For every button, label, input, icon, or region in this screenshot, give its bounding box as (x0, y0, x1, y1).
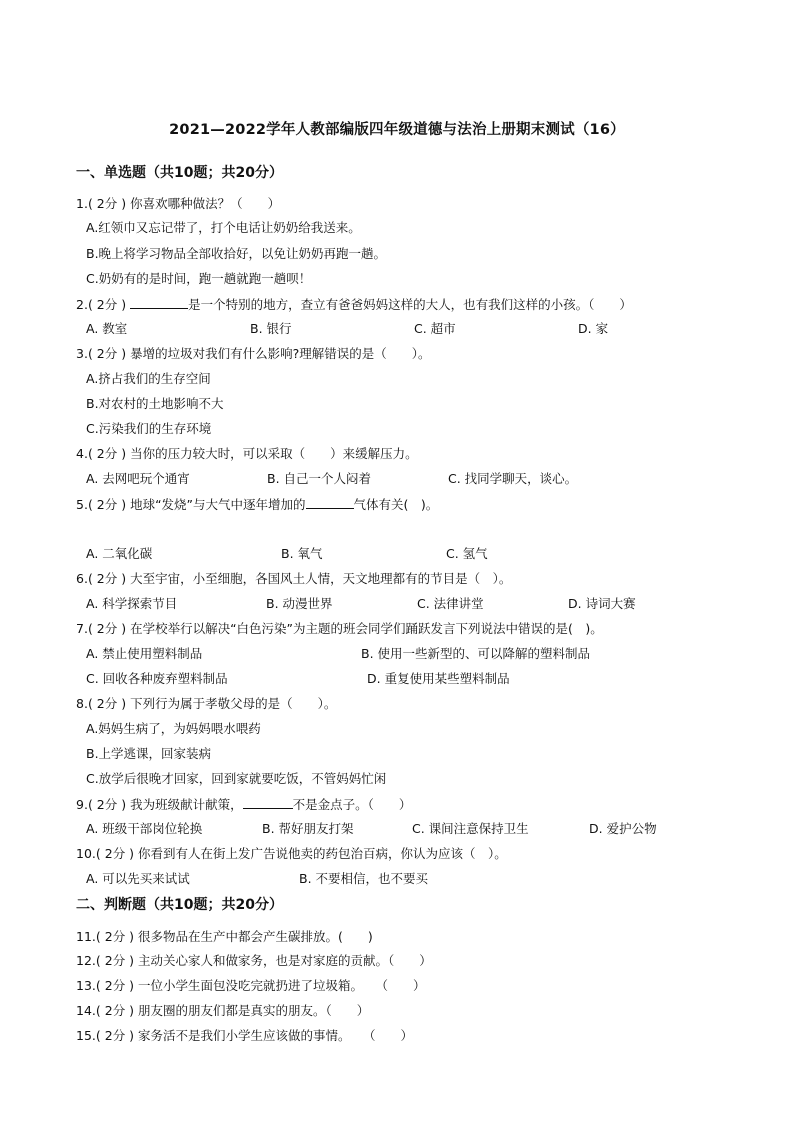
question-text: 在学校举行以解决“白色污染”为主题的班会同学们踊跃发言下列说法中错误的是( )。 (130, 621, 603, 636)
question-text: 下列行为属于孝敬父母的是（ ）。 (130, 696, 337, 711)
option: C. 超市 (414, 321, 456, 336)
question-1 (76, 196, 280, 212)
question-score: ( 2分 ) (87, 497, 127, 512)
question-text: 当你的压力较大时，可以采取（ ）来缓解压力。 (130, 446, 418, 461)
option: C. 法律讲堂 (417, 596, 484, 611)
question-number: 9. (76, 797, 88, 812)
section-heading-single-choice: 一、单选题（共10题；共20分） (76, 165, 283, 181)
question-score: ( 2分 ) (87, 297, 127, 312)
option: C. 氢气 (446, 546, 488, 561)
question-score: ( 2分 ) (87, 346, 127, 361)
question-number: 13. (76, 978, 96, 993)
question-score: ( 2分 ) (87, 621, 127, 636)
option: C.放学后很晚才回家，回到家就要吃饭，不管妈妈忙闲 (86, 771, 387, 786)
option: C. 课间注意保持卫生 (412, 821, 529, 836)
question-number: 4. (76, 446, 88, 461)
question-score: ( 2分 ) (95, 846, 135, 861)
question-text: 不是金点子。（ ） (292, 797, 412, 812)
question-text: 我为班级献计献策， (130, 797, 243, 812)
question-number: 3. (76, 346, 88, 361)
question-score: ( 2分 ) (95, 929, 135, 944)
question-14 (76, 1003, 369, 1019)
question-score: ( 2分 ) (87, 696, 127, 711)
question-text: 是一个特别的地方，查立有爸爸妈妈这样的大人，也有我们这样的小孩。（ ） (188, 297, 632, 312)
question-score: ( 2分 ) (95, 1028, 135, 1043)
question-score: ( 2分 ) (87, 797, 127, 812)
question-text: 朋友圈的朋友们都是真实的朋友。（ ） (138, 1003, 370, 1018)
option: C.奶奶有的是时间，跑一趟就跑一趟呗！ (86, 271, 312, 286)
question-text: 地球“发烧”与大气中逐年增加的 (130, 497, 306, 512)
option: B. 帮好朋友打架 (262, 821, 354, 836)
question-number: 11. (76, 929, 96, 944)
question-number: 10. (76, 846, 96, 861)
question-3 (76, 346, 430, 362)
page-title: 2021—2022学年人教部编版四年级道德与法治上册期末测试（16） (169, 122, 625, 138)
option: C.污染我们的生存环境 (86, 421, 212, 436)
option: B. 氧气 (281, 546, 323, 561)
question-text: 气体有关( )。 (353, 497, 439, 512)
question-13 (76, 978, 426, 994)
option: D. 爱护公物 (589, 821, 657, 836)
question-9 (76, 796, 411, 813)
option: A. 科学探索节目 (86, 596, 178, 611)
option: D. 重复使用某些塑料制品 (367, 671, 510, 686)
question-text: 大至宇宙，小至细胞，各国风土人情，天文地理都有的节目是（ ）。 (130, 571, 512, 586)
question-score: ( 2分 ) (87, 196, 127, 211)
question-2 (76, 296, 632, 313)
question-number: 5. (76, 497, 88, 512)
option: B. 动漫世界 (266, 596, 333, 611)
question-text: 暴增的垃圾对我们有什么影响?理解错误的是（ ）。 (130, 346, 431, 361)
question-8 (76, 696, 336, 712)
option: A. 去网吧玩个通宵 (86, 471, 190, 486)
question-number: 15. (76, 1028, 96, 1043)
answer-blank (306, 496, 354, 509)
option: D. 家 (578, 321, 609, 336)
question-text: 家务活不是我们小学生应该做的事情。 （ ） (138, 1028, 414, 1043)
question-6 (76, 571, 511, 587)
question-number: 12. (76, 953, 96, 968)
option: B.晚上将学习物品全部收拾好，以免让奶奶再跑一趟。 (86, 246, 387, 261)
question-number: 1. (76, 196, 88, 211)
option: C. 找同学聊天，谈心。 (448, 471, 578, 486)
question-12 (76, 953, 432, 969)
section-heading-true-false: 二、判断题（共10题；共20分） (76, 897, 283, 913)
question-number: 14. (76, 1003, 96, 1018)
question-10 (76, 846, 507, 862)
question-text: 主动关心家人和做家务，也是对家庭的贡献。（ ） (138, 953, 432, 968)
question-number: 7. (76, 621, 88, 636)
question-4 (76, 446, 418, 462)
option: B. 使用一些新型的、可以降解的塑料制品 (361, 646, 591, 661)
option: A.妈妈生病了，为妈妈喂水喂药 (86, 721, 261, 736)
question-score: ( 2分 ) (87, 446, 127, 461)
option: B. 不要相信，也不要买 (299, 871, 429, 886)
option: D. 诗词大赛 (568, 596, 636, 611)
question-score: ( 2分 ) (95, 1003, 135, 1018)
question-score: ( 2分 ) (95, 978, 135, 993)
question-number: 6. (76, 571, 88, 586)
question-score: ( 2分 ) (87, 571, 127, 586)
question-text: 你看到有人在街上发广告说他卖的药包治百病，你认为应该（ ）。 (138, 846, 507, 861)
option: B.对农村的土地影响不大 (86, 396, 224, 411)
question-text: 你喜欢哪种做法？（ ） (130, 196, 281, 211)
option: B. 自己一个人闷着 (267, 471, 372, 486)
question-7 (76, 621, 603, 637)
question-number: 2. (76, 297, 88, 312)
option: A. 二氧化碳 (86, 546, 153, 561)
option: A.红领巾又忘记带了，打个电话让奶奶给我送来。 (86, 220, 361, 235)
option: B. 银行 (250, 321, 292, 336)
question-number: 8. (76, 696, 88, 711)
question-text: 很多物品在生产中都会产生碳排放。( ) (138, 929, 373, 944)
option: A. 禁止使用塑料制品 (86, 646, 203, 661)
question-5 (76, 496, 438, 513)
question-text: 一位小学生面包没吃完就扔进了垃圾箱。 （ ） (138, 978, 426, 993)
option: A.挤占我们的生存空间 (86, 371, 211, 386)
option: A. 班级干部岗位轮换 (86, 821, 203, 836)
option: B.上学逃课，回家装病 (86, 746, 212, 761)
question-11 (76, 929, 373, 945)
answer-blank (243, 796, 293, 809)
question-score: ( 2分 ) (95, 953, 135, 968)
option: A. 教室 (86, 321, 128, 336)
question-15 (76, 1028, 413, 1044)
answer-blank (130, 296, 188, 309)
option: A. 可以先买来试试 (86, 871, 190, 886)
option: C. 回收各种废弃塑料制品 (86, 671, 228, 686)
